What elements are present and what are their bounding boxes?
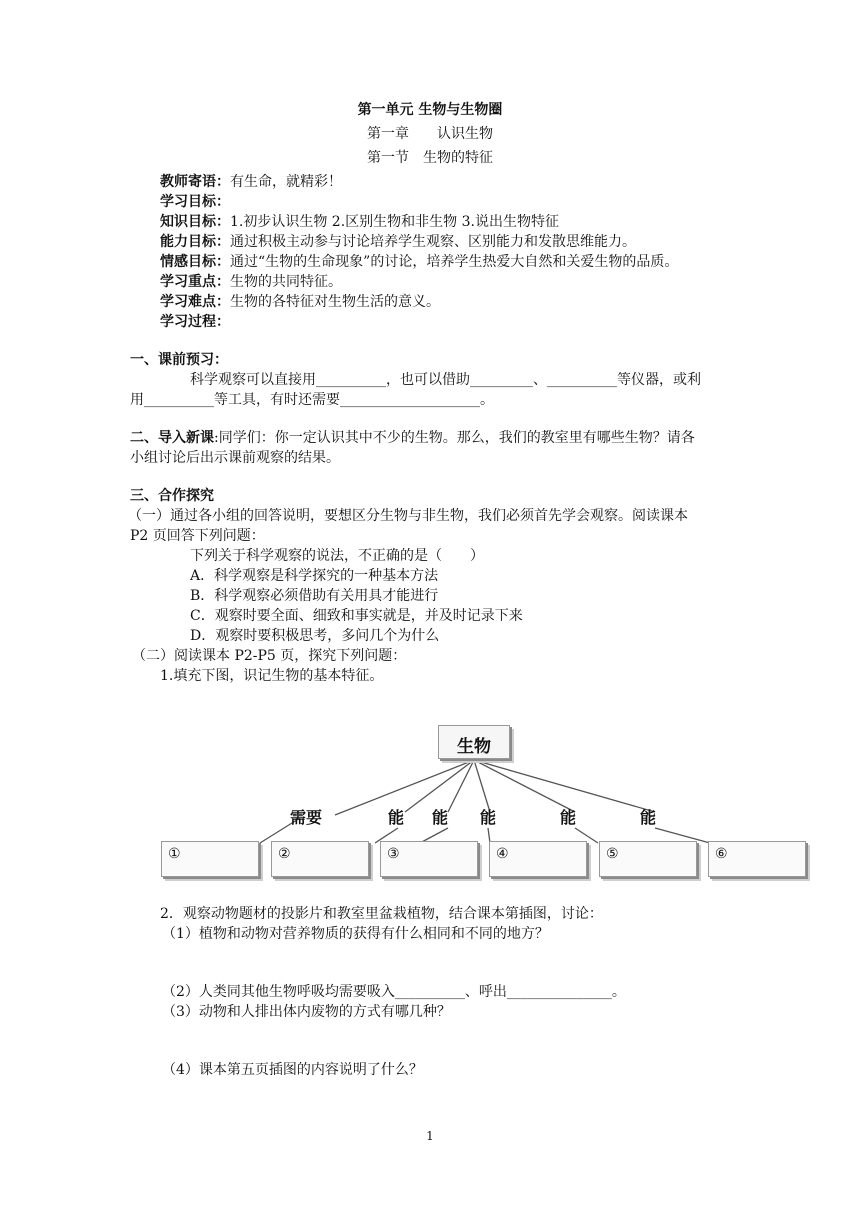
option-d: D．观察时要积极思考，多问几个为什么 bbox=[190, 628, 440, 644]
section2-line1: 二、导入新课:同学们：你一定认识其中不少的生物。那么，我们的教室里有哪些生物？请各 bbox=[130, 430, 695, 446]
feature-box-5-number: ⑤ bbox=[606, 846, 619, 862]
root-node-label: 生物 bbox=[457, 737, 491, 757]
intro-row-knowledge: 知识目标：1.初步认识生物 2.区别生物和非生物 3.说出生物特征 bbox=[160, 214, 559, 230]
section3-p2: （二）阅读课本 P2-P5 页，探究下列问题： bbox=[132, 648, 407, 664]
feature-box-4-number: ④ bbox=[496, 846, 509, 862]
feature-box-3 bbox=[380, 841, 478, 877]
section3-p1b: P2 页回答下列问题： bbox=[130, 528, 265, 544]
intro-row-message: 教师寄语：有生命，就精彩！ bbox=[160, 174, 342, 190]
feature-box-2-number: ② bbox=[278, 846, 291, 862]
section1-line2: 用__________等工具，有时还需要____________________。 bbox=[130, 392, 494, 408]
feature-box-1 bbox=[161, 841, 259, 877]
intro-row-goals: 学习目标： bbox=[160, 194, 230, 210]
feature-box-5 bbox=[599, 841, 697, 877]
discussion-question-1: （1）植物和动物对营养物质的获得有什么相同和不同的地方？ bbox=[162, 926, 549, 942]
discussion-question-4: （4）课本第五页插图的内容说明了什么？ bbox=[162, 1062, 423, 1078]
section3-p1a: （一）通过各小组的回答说明，要想区分生物与非生物，我们必须首先学会观察。阅读课本 bbox=[128, 508, 688, 524]
section3-heading: 三、合作探究 bbox=[130, 488, 214, 504]
fill-diagram-instruction: 1.填充下图，识记生物的基本特征。 bbox=[160, 668, 384, 684]
branch-label-need: 需要 bbox=[290, 808, 323, 827]
intro-row-emotion: 情感目标：通过“生物的生命现象”的讨论，培养学生热爱大自然和关爱生物的品质。 bbox=[160, 254, 679, 270]
observation-question: 下列关于科学观察的说法，不正确的是（ ） bbox=[190, 548, 484, 564]
feature-box-6 bbox=[708, 841, 806, 877]
option-a: A．科学观察是科学探究的一种基本方法 bbox=[190, 568, 439, 584]
discussion-intro: 2．观察动物题材的投影片和教室里盆栽植物，结合课本第插图，讨论： bbox=[160, 906, 603, 922]
discussion-question-2: （2）人类同其他生物呼吸均需要吸入__________、呼出_______________。 bbox=[162, 984, 626, 1000]
branch-label-can-1: 能 bbox=[388, 808, 405, 827]
branch-label-can-5: 能 bbox=[640, 808, 657, 827]
feature-box-1-number: ① bbox=[168, 846, 181, 862]
unit-title: 第一单元 生物与生物圈 bbox=[357, 102, 503, 118]
branch-label-can-3: 能 bbox=[480, 808, 497, 827]
section-title: 第一节 生物的特征 bbox=[367, 150, 493, 166]
section2-line2: 小组讨论后出示课前观察的结果。 bbox=[130, 450, 340, 466]
page-number: 1 bbox=[426, 1129, 434, 1143]
branch-label-can-2: 能 bbox=[432, 808, 449, 827]
root-node bbox=[438, 725, 510, 759]
intro-row-ability: 能力目标：通过积极主动参与讨论培养学生观察、区别能力和发散思维能力。 bbox=[160, 234, 636, 250]
option-c: C．观察时要全面、细致和事实就是，并及时记录下来 bbox=[190, 608, 523, 624]
feature-box-2 bbox=[271, 841, 369, 877]
intro-row-focus: 学习重点：生物的共同特征。 bbox=[160, 274, 342, 290]
feature-box-6-number: ⑥ bbox=[715, 846, 728, 862]
option-b: B．科学观察必须借助有关用具才能进行 bbox=[190, 588, 439, 604]
section1-heading: 一、课前预习： bbox=[130, 352, 228, 368]
branch-label-can-4: 能 bbox=[560, 808, 577, 827]
intro-row-difficulty: 学习难点：生物的各特征对生物生活的意义。 bbox=[160, 294, 440, 310]
feature-box-3-number: ③ bbox=[387, 846, 400, 862]
feature-box-4 bbox=[489, 841, 587, 877]
section1-line1: 科学观察可以直接用__________，也可以借助_________、__________等仪器，或利 bbox=[190, 372, 701, 388]
discussion-question-3: （3）动物和人排出体内废物的方式有哪几种？ bbox=[162, 1004, 451, 1020]
intro-row-process: 学习过程： bbox=[160, 314, 230, 330]
chapter-title: 第一章 认识生物 bbox=[367, 126, 493, 142]
